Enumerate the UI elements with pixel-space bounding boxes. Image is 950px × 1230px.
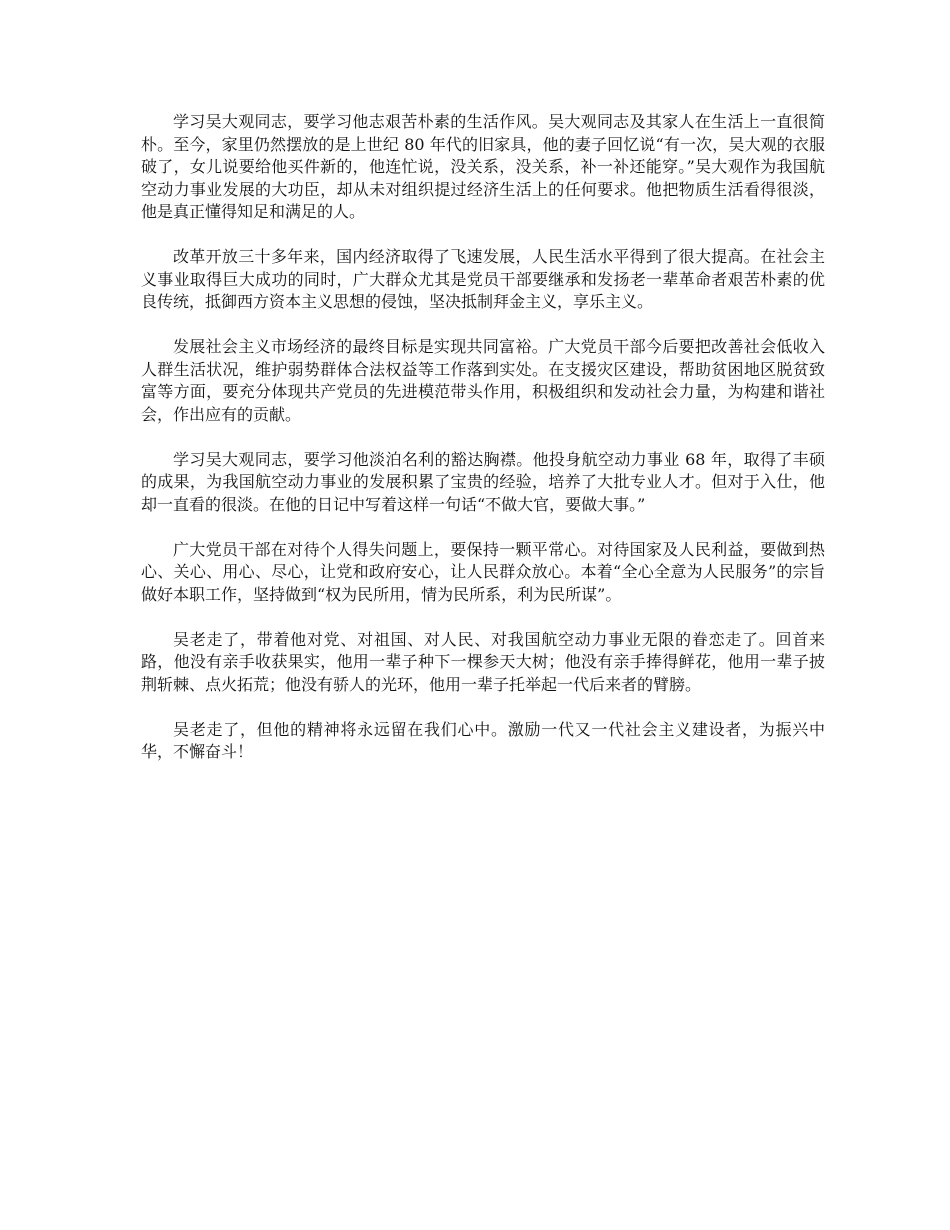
paragraph: 发展社会主义市场经济的最终目标是实现共同富裕。广大党员干部今后要把改善社会低收入人群生活状况，维护弱势群体合法权益等工作落到实处。在支援灾区建设，帮助贫困地区脱贫致富等方面，要充分体现共产党员的先进模范带头作用，积极组织和发动社会力量，为构建和谐社会，作出应有的贡献。 <box>141 337 825 424</box>
paragraph: 吴老走了，但他的精神将永远留在我们心中。激励一代又一代社会主义建设者，为振兴中华，不懈奋斗！ <box>141 719 825 761</box>
paragraph: 广大党员干部在对待个人得失问题上，要保持一颗平常心。对待国家及人民利益，要做到热心、关心、用心、尽心，让党和政府安心，让人民群众放心。本着“全心全意为人民服务”的宗旨做好本职工作，坚持做到“权为民所用，情为民所系，利为民所谋”。 <box>141 539 825 604</box>
paragraph: 改革开放三十多年来，国内经济取得了飞速发展，人民生活水平得到了很大提高。在社会主义事业取得巨大成功的同时，广大群众尤其是党员干部要继承和发扬老一辈革命者艰苦朴素的优良传统，抵御西方资本主义思想的侵蚀，坚决抵制拜金主义，享乐主义。 <box>141 247 825 311</box>
document-body <box>141 111 825 786</box>
paragraph: 学习吴大观同志，要学习他淡泊名利的豁达胸襟。他投身航空动力事业 68 年，取得了丰硕的成果，为我国航空动力事业的发展积累了宝贵的经验，培养了大批专业人才。但对于入仕，他却一直看的很淡。在他的日记中写着这样一句话“不做大官，要做大事。” <box>141 449 825 514</box>
paragraph: 吴老走了，带着他对党、对祖国、对人民、对我国航空动力事业无限的眷恋走了。回首来路，他没有亲手收获果实，他用一辈子种下一棵参天大树；他没有亲手捧得鲜花，他用一辈子披荆斩棘、点火拓荒；他没有骄人的光环，他用一辈子托举起一代后来者的臂膀。 <box>141 629 825 694</box>
paragraph: 学习吴大观同志，要学习他志艰苦朴素的生活作风。吴大观同志及其家人在生活上一直很简朴。至今，家里仍然摆放的是上世纪 80 年代的旧家具，他的妻子回忆说“有一次，吴大观的衣服破了，女儿说要给他买件新的，他连忙说，没关系，没关系，补一补还能穿。”吴大观作为我国航空动力事业发展的大功臣，却从未对组织提过经济生活上的任何要求。他把物质生活看得很淡，他是真正懂得知足和满足的人。 <box>141 112 825 221</box>
